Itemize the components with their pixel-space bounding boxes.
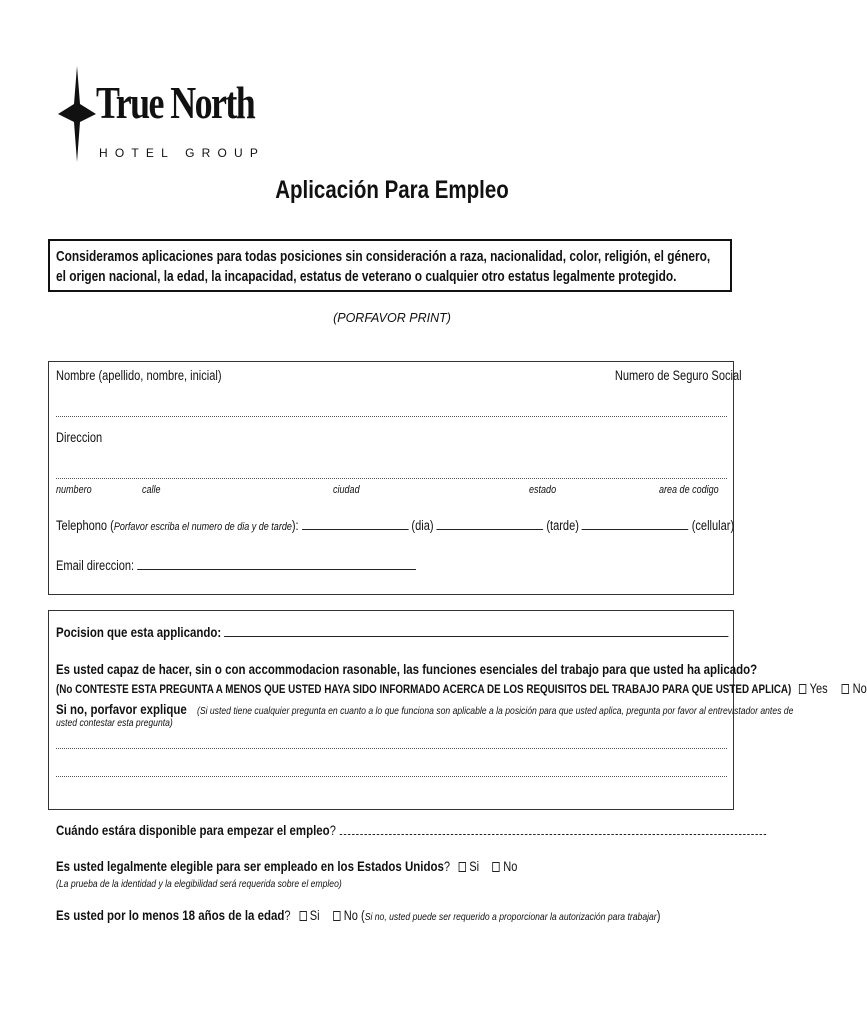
age-si-checkbox[interactable]: [299, 911, 306, 921]
personal-info-section: [48, 361, 742, 595]
email-field[interactable]: [137, 558, 416, 570]
phone-day-field[interactable]: [302, 518, 409, 530]
address-label: Direccion: [56, 430, 103, 445]
name-line[interactable]: [56, 416, 727, 417]
addr-zip: area de codigo: [659, 484, 719, 496]
notice-text: Consideramos aplicaciones para todas posiciones sin consideración a raza, nacionalidad, color, religión, el género, el origen nacional, la edad, la incapacidad, estatus de veterano o cualquier otro estatus legalmente protegido.: [56, 249, 711, 285]
eligible-no-checkbox[interactable]: [493, 862, 500, 872]
equal-opportunity-notice: [48, 239, 732, 292]
age-row: Es usted por lo menos 18 años de la edad? Si No (Si no, usted puede ser requerido a proporcionar la autorización para trabajar): [56, 907, 661, 923]
eligible-si-checkbox[interactable]: [459, 862, 466, 872]
ability-question: Es usted capaz de hacer, sin o con accommodacion rasonable, las funciones esenciales del trabajo para que usted ha aplicado?: [56, 661, 758, 677]
address-line[interactable]: [56, 478, 727, 479]
explain-note-line2: usted contestar esta pregunta): [56, 717, 173, 729]
logo-wordmark: True North: [96, 77, 255, 128]
phone-cell-field[interactable]: [582, 518, 689, 530]
age-no-checkbox[interactable]: [333, 911, 340, 921]
position-section: [48, 610, 867, 810]
company-logo: [56, 66, 266, 166]
page-title: Aplicación Para Empleo: [275, 176, 509, 204]
position-field[interactable]: [224, 625, 728, 637]
ssn-label: Numero de Seguro Social: [614, 368, 742, 383]
eligibility-row: Es usted legalmente elegible para ser empleado en los Estados Unidos? Si No: [56, 858, 518, 874]
phone-row: Telephono (Porfavor escriba el numero de dia y de tarde): (dia) (tarde) (cellular): [56, 518, 735, 533]
phone-evening-field[interactable]: [437, 518, 544, 530]
explain-row: Si no, porfavor explique (Si usted tiene cualquier pregunta en cuanto a lo que funciona son aplicable a la posición para que usted aplica, pregunta por favor al entrevistador antes de: [56, 701, 794, 717]
addr-number: numbero: [56, 484, 92, 496]
logo-subtitle: HOTEL GROUP: [99, 146, 266, 160]
ability-note-row: (No CONTESTE ESTA PREGUNTA A MENOS QUE USTED HAYA SIDO INFORMADO ACERCA DE LOS REQUISITOS DEL TRABAJO PARA QUE USTED APLICA) Yes No: [56, 681, 867, 696]
name-label: Nombre (apellido, nombre, inicial): [56, 368, 222, 383]
explain-line-2[interactable]: [56, 776, 727, 777]
email-row: Email direccion:: [56, 558, 416, 573]
eligibility-note: (La prueba de la identidad y la elegibilidad será requerida sobre el empleo): [56, 878, 342, 890]
addr-city: ciudad: [333, 484, 360, 496]
start-date-field[interactable]: [340, 823, 766, 835]
start-date-row: Cuándo estára disponible para empezar el empleo?: [56, 822, 766, 840]
print-note: (PORFAVOR PRINT): [333, 311, 451, 325]
addr-state: estado: [529, 484, 557, 496]
yes-checkbox[interactable]: [799, 684, 806, 694]
position-row: Pocision que esta applicando:: [56, 624, 729, 640]
no-checkbox[interactable]: [842, 684, 849, 694]
phone-hint: Porfavor escriba el numero de dia y de tarde: [113, 521, 292, 533]
explain-line-1[interactable]: [56, 748, 727, 749]
north-star-icon: [56, 66, 98, 166]
addr-street: calle: [142, 484, 161, 496]
